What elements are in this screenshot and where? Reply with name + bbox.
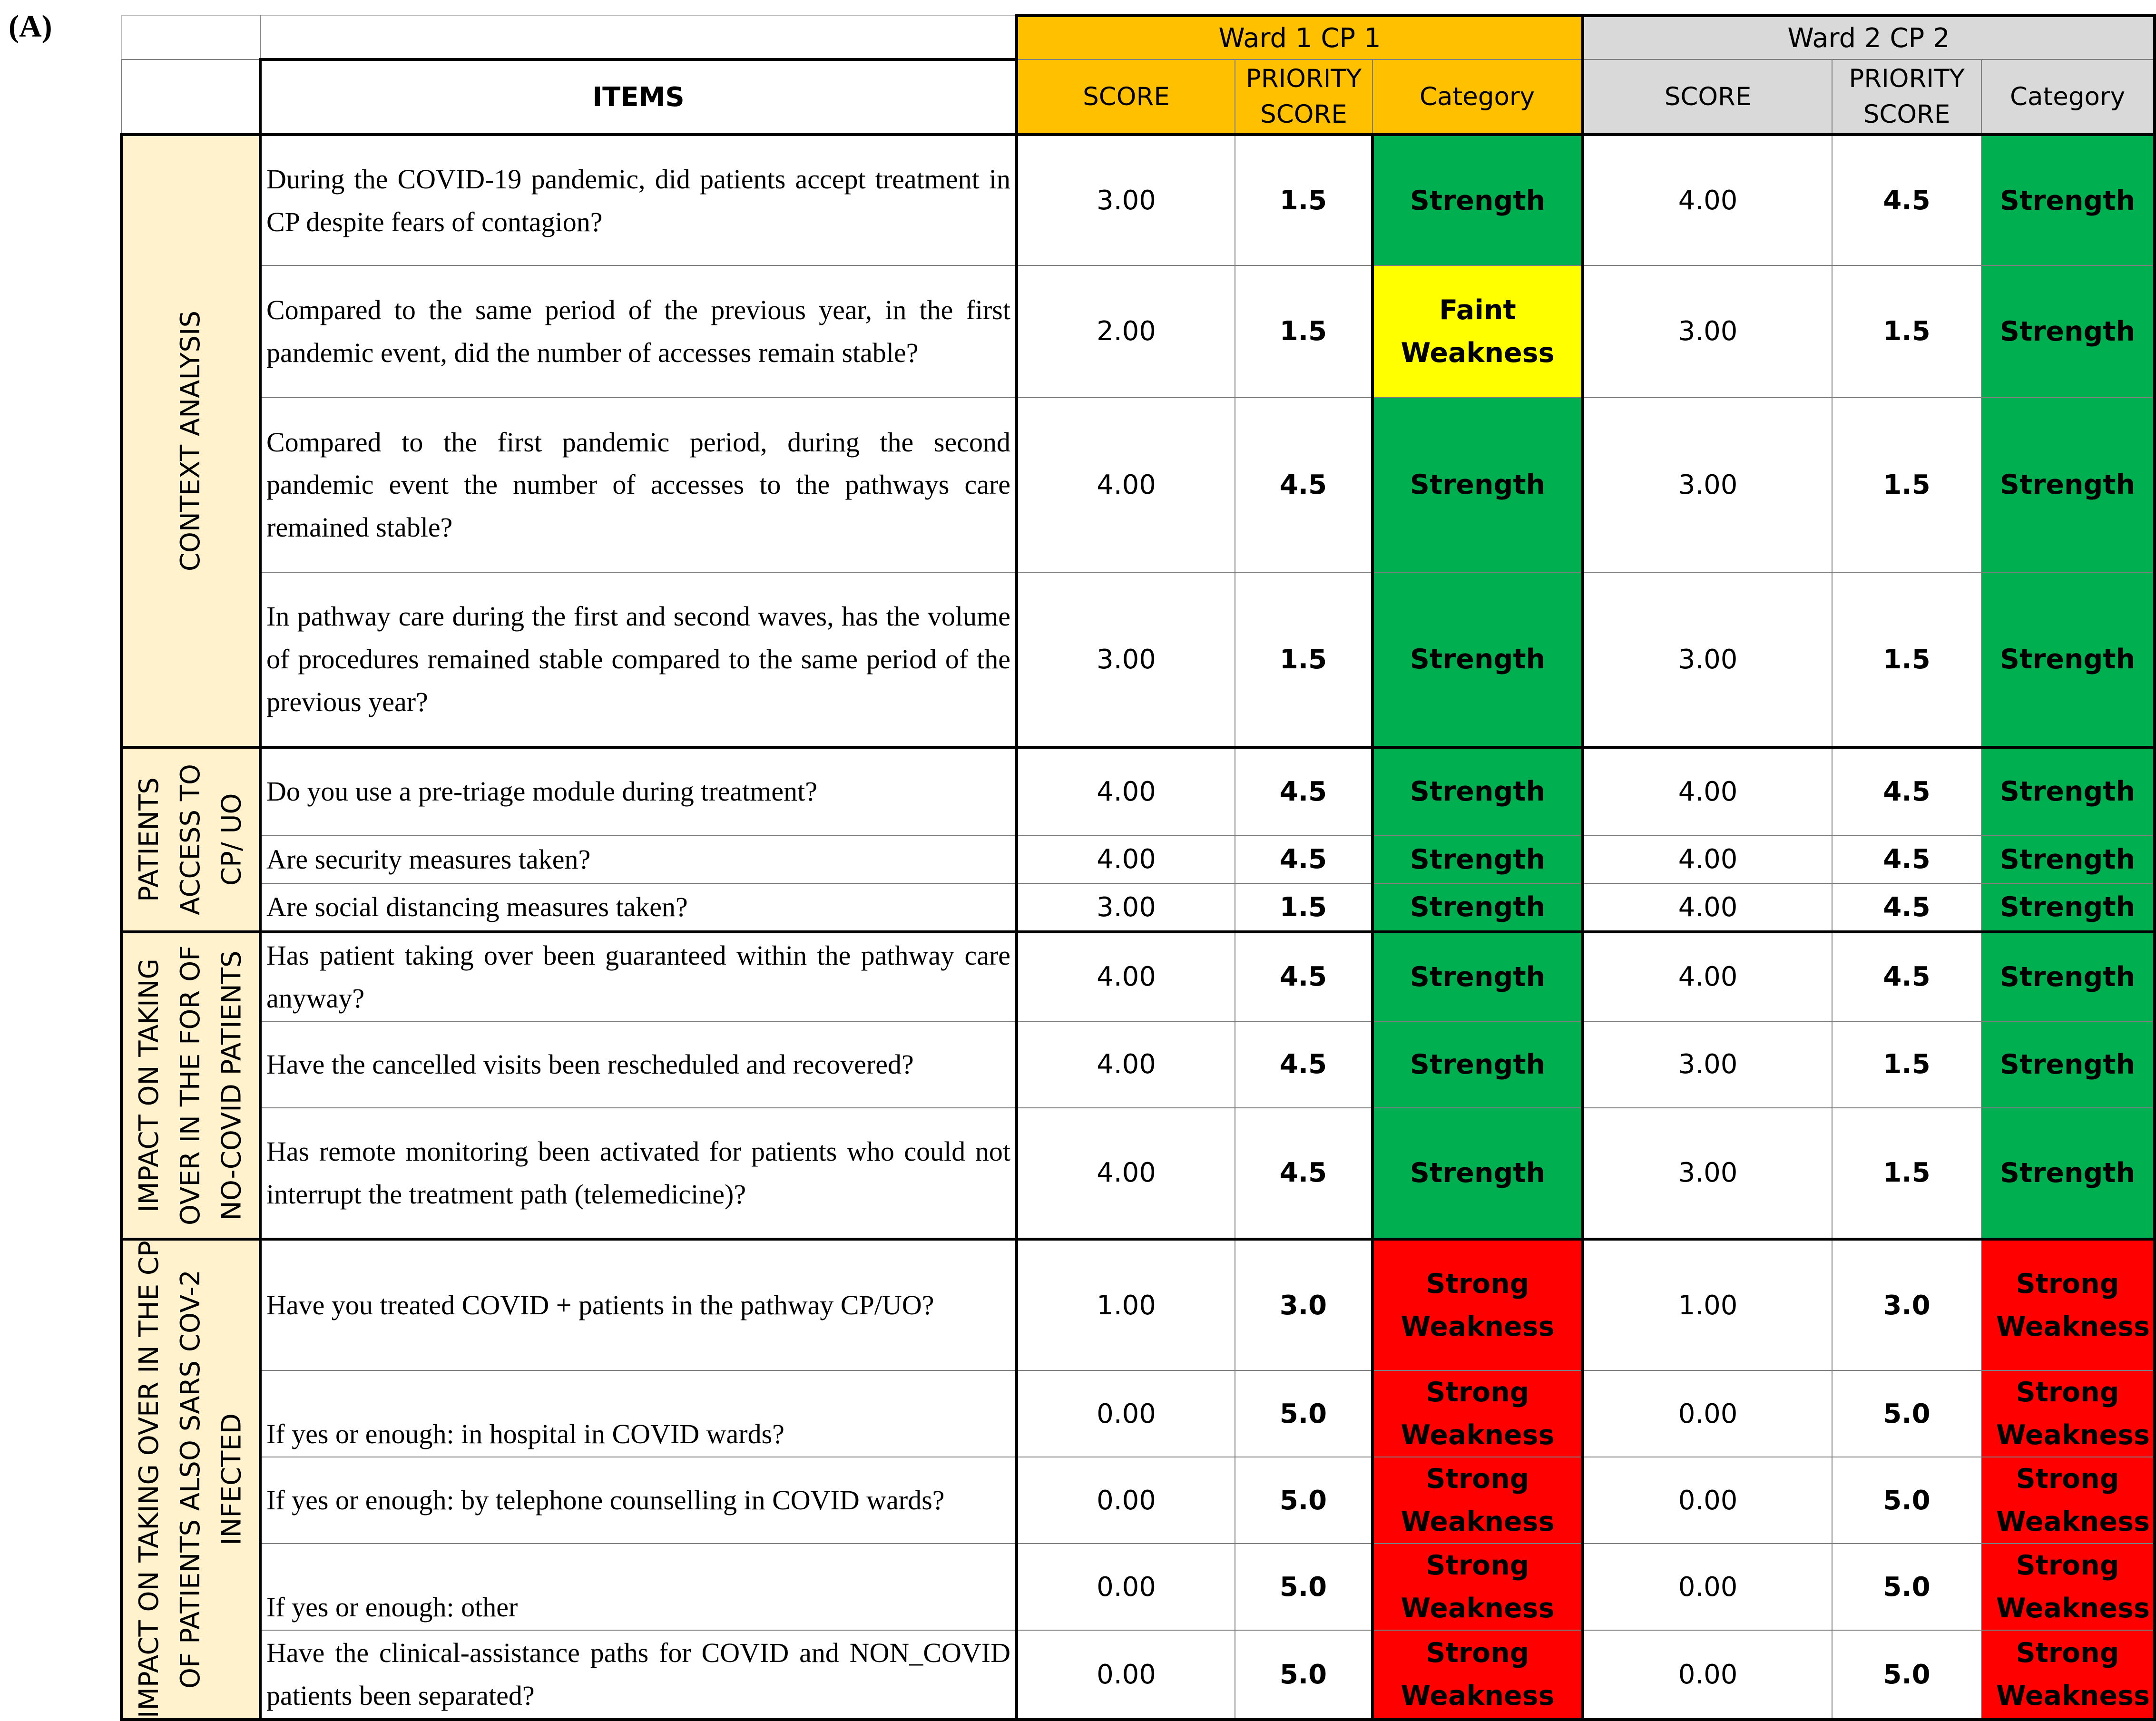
item-text: If yes or enough: by telephone counselling in COVID wards? [260, 1457, 1017, 1544]
ward-2-priority-score: 5.0 [1832, 1630, 1981, 1720]
item-text: Are social distancing measures taken? [260, 883, 1017, 932]
ward-1-priority-score: 1.5 [1235, 265, 1372, 397]
ward-1-score: 3.00 [1017, 572, 1235, 747]
ward-2-score: 4.00 [1583, 135, 1832, 265]
ward-1-priority-score: 4.5 [1235, 835, 1372, 884]
ward-2-category-badge: Strength [1981, 398, 2155, 573]
ward-2-priority-score: 1.5 [1832, 265, 1981, 397]
table-row [121, 1630, 2155, 1720]
section-label [121, 135, 260, 747]
ward-2-category-header: Category [1981, 59, 2155, 135]
ward-1-score: 0.00 [1017, 1544, 1235, 1630]
item-text: Has remote monitoring been activated for patients who could not interrupt the treatment path (telemedicine)? [260, 1108, 1017, 1239]
ward-1-priority-score: 1.5 [1235, 572, 1372, 747]
ward-1-category-badge: Strength [1372, 1021, 1583, 1108]
table-row [121, 572, 2155, 747]
table-row [121, 1370, 2155, 1457]
item-text: Have the clinical-assistance paths for COVID and NON_COVID patients been separated? [260, 1630, 1017, 1720]
ward-1-category-badge: Faint Weakness [1372, 265, 1583, 397]
ward-1-priority-score: 3.0 [1235, 1239, 1372, 1370]
ward-1-category-badge: Strong Weakness [1372, 1630, 1583, 1720]
ward-2-score: 4.00 [1583, 747, 1832, 835]
ward-1-priority-score: 4.5 [1235, 747, 1372, 835]
ward-1-score: 4.00 [1017, 932, 1235, 1021]
table-row [121, 747, 2155, 835]
item-text: During the COVID-19 pandemic, did patients accept treatment in CP despite fears of contagion? [260, 135, 1017, 265]
ward-2-category-badge: Strength [1981, 265, 2155, 397]
section-label-text: IMPACT ON TAKING OVER IN THE FOR OF NO-COVID PATIENTS [133, 945, 247, 1226]
ward-1-score: 4.00 [1017, 398, 1235, 573]
ward-2-category-badge: Strength [1981, 932, 2155, 1021]
ward-2-score: 3.00 [1583, 1108, 1832, 1239]
ward-1-score: 4.00 [1017, 835, 1235, 884]
ward-2-category-badge: Strong Weakness [1981, 1370, 2155, 1457]
ward-2-score: 3.00 [1583, 398, 1832, 573]
section-label-text: IMPACT ON TAKING OVER IN THE CP OF PATIENTS ALSO SARS COV-2 INFECTED [133, 1241, 247, 1718]
item-text: Compared to the first pandemic period, during the second pandemic event the number of accesses to the pathways care remained stable? [260, 398, 1017, 573]
ward-1-category-badge: Strength [1372, 883, 1583, 932]
table-row [121, 265, 2155, 397]
ward-2-priority-score: 1.5 [1832, 1108, 1981, 1239]
ward-2-priority-score: 4.5 [1832, 747, 1981, 835]
table-row [121, 835, 2155, 884]
ward-1-category-badge: Strength [1372, 135, 1583, 265]
ward-2-priority-header: PRIORITY SCORE [1832, 59, 1981, 135]
ward-2-category-badge: Strong Weakness [1981, 1239, 2155, 1370]
ward-2-score: 0.00 [1583, 1370, 1832, 1457]
ward-1-priority-score: 4.5 [1235, 1021, 1372, 1108]
item-text: In pathway care during the first and second waves, has the volume of procedures remained stable compared to the same period of the previous year? [260, 572, 1017, 747]
table-row [121, 1108, 2155, 1239]
ward-1-score: 3.00 [1017, 883, 1235, 932]
item-text: Have the cancelled visits been rescheduled and recovered? [260, 1021, 1017, 1108]
section-label-text: CONTEXT ANALYSIS [175, 310, 206, 572]
ward-2-score: 4.00 [1583, 932, 1832, 1021]
ward-1-category-badge: Strong Weakness [1372, 1239, 1583, 1370]
ward-2-priority-score: 4.5 [1832, 835, 1981, 884]
section-label [121, 747, 260, 932]
swot-table [120, 14, 2156, 1721]
ward-1-score: 0.00 [1017, 1370, 1235, 1457]
ward-1-category-badge: Strong Weakness [1372, 1457, 1583, 1544]
ward-2-category-badge: Strength [1981, 883, 2155, 932]
item-text: Compared to the same period of the previous year, in the first pandemic event, did the number of accesses remain stable? [260, 265, 1017, 397]
ward-1-priority-score: 4.5 [1235, 398, 1372, 573]
section-label-text: PATIENTS ACCESS TO CP/ UO [133, 763, 247, 916]
ward-1-score: 4.00 [1017, 747, 1235, 835]
ward-2-score: 0.00 [1583, 1457, 1832, 1544]
ward-2-score: 4.00 [1583, 835, 1832, 884]
ward-1-priority-score: 5.0 [1235, 1630, 1372, 1720]
ward-1-priority-score: 4.5 [1235, 932, 1372, 1021]
ward-2-priority-score: 5.0 [1832, 1457, 1981, 1544]
items-header-blank [260, 16, 1017, 59]
ward-2-score-header: SCORE [1583, 59, 1832, 135]
ward-2-score: 0.00 [1583, 1630, 1832, 1720]
ward-1-category-badge: Strength [1372, 572, 1583, 747]
ward-2-priority-score: 4.5 [1832, 883, 1981, 932]
ward-2-category-badge: Strength [1981, 1021, 2155, 1108]
ward-1-category-header: Category [1372, 59, 1583, 135]
ward-1-category-badge: Strength [1372, 398, 1583, 573]
item-text: Has patient taking over been guaranteed within the pathway care anyway? [260, 932, 1017, 1021]
item-text: If yes or enough: in hospital in COVID wards? [260, 1370, 1017, 1457]
item-text: Do you use a pre-triage module during treatment? [260, 747, 1017, 835]
ward-2-category-badge: Strength [1981, 572, 2155, 747]
table-row [121, 1544, 2155, 1630]
ward-1-priority-score: 1.5 [1235, 883, 1372, 932]
items-header: ITEMS [260, 59, 1017, 135]
ward-1-priority-score: 5.0 [1235, 1544, 1372, 1630]
ward-2-priority-score: 3.0 [1832, 1239, 1981, 1370]
ward-2-score: 1.00 [1583, 1239, 1832, 1370]
ward-2-priority-score: 5.0 [1832, 1370, 1981, 1457]
ward-2-score: 3.00 [1583, 265, 1832, 397]
ward-1-priority-score: 1.5 [1235, 135, 1372, 265]
corner-blank [121, 16, 260, 59]
ward-1-priority-score: 5.0 [1235, 1457, 1372, 1544]
section-label [121, 1239, 260, 1720]
ward-1-category-badge: Strength [1372, 1108, 1583, 1239]
table-row [121, 1239, 2155, 1370]
ward-2-title: Ward 2 CP 2 [1583, 16, 2155, 59]
ward-1-score: 4.00 [1017, 1108, 1235, 1239]
table-row [121, 883, 2155, 932]
ward-2-category-badge: Strength [1981, 747, 2155, 835]
item-text: If yes or enough: other [260, 1544, 1017, 1630]
section-label [121, 932, 260, 1239]
item-text: Have you treated COVID + patients in the pathway CP/UO? [260, 1239, 1017, 1370]
ward-2-category-badge: Strong Weakness [1981, 1630, 2155, 1720]
ward-2-score: 3.00 [1583, 1021, 1832, 1108]
panel-label: (A) [9, 9, 52, 44]
ward-1-score-header: SCORE [1017, 59, 1235, 135]
ward-1-score: 0.00 [1017, 1457, 1235, 1544]
corner-blank-lower [121, 59, 260, 135]
ward-1-score: 1.00 [1017, 1239, 1235, 1370]
ward-1-category-badge: Strong Weakness [1372, 1544, 1583, 1630]
ward-2-priority-score: 1.5 [1832, 1021, 1981, 1108]
ward-1-category-badge: Strength [1372, 932, 1583, 1021]
ward-2-score: 4.00 [1583, 883, 1832, 932]
ward-2-score: 0.00 [1583, 1544, 1832, 1630]
ward-1-score: 2.00 [1017, 265, 1235, 397]
table-row [121, 1021, 2155, 1108]
ward-1-priority-score: 4.5 [1235, 1108, 1372, 1239]
ward-1-category-badge: Strength [1372, 835, 1583, 884]
ward-1-score: 4.00 [1017, 1021, 1235, 1108]
ward-2-category-badge: Strength [1981, 1108, 2155, 1239]
ward-1-category-badge: Strength [1372, 747, 1583, 835]
table-row [121, 1457, 2155, 1544]
ward-1-category-badge: Strong Weakness [1372, 1370, 1583, 1457]
ward-2-priority-score: 1.5 [1832, 398, 1981, 573]
table-row [121, 932, 2155, 1021]
ward-2-score: 3.00 [1583, 572, 1832, 747]
ward-1-score: 0.00 [1017, 1630, 1235, 1720]
ward-2-category-badge: Strong Weakness [1981, 1544, 2155, 1630]
ward-2-category-badge: Strength [1981, 135, 2155, 265]
ward-2-category-badge: Strength [1981, 835, 2155, 884]
ward-2-priority-score: 1.5 [1832, 572, 1981, 747]
item-text: Are security measures taken? [260, 835, 1017, 884]
ward-2-priority-score: 4.5 [1832, 932, 1981, 1021]
ward-2-category-badge: Strong Weakness [1981, 1457, 2155, 1544]
ward-1-title: Ward 1 CP 1 [1017, 16, 1583, 59]
table-row [121, 135, 2155, 265]
ward-1-score: 3.00 [1017, 135, 1235, 265]
ward-1-priority-header: PRIORITY SCORE [1235, 59, 1372, 135]
ward-2-priority-score: 5.0 [1832, 1544, 1981, 1630]
table-row [121, 398, 2155, 573]
ward-2-priority-score: 4.5 [1832, 135, 1981, 265]
ward-1-priority-score: 5.0 [1235, 1370, 1372, 1457]
